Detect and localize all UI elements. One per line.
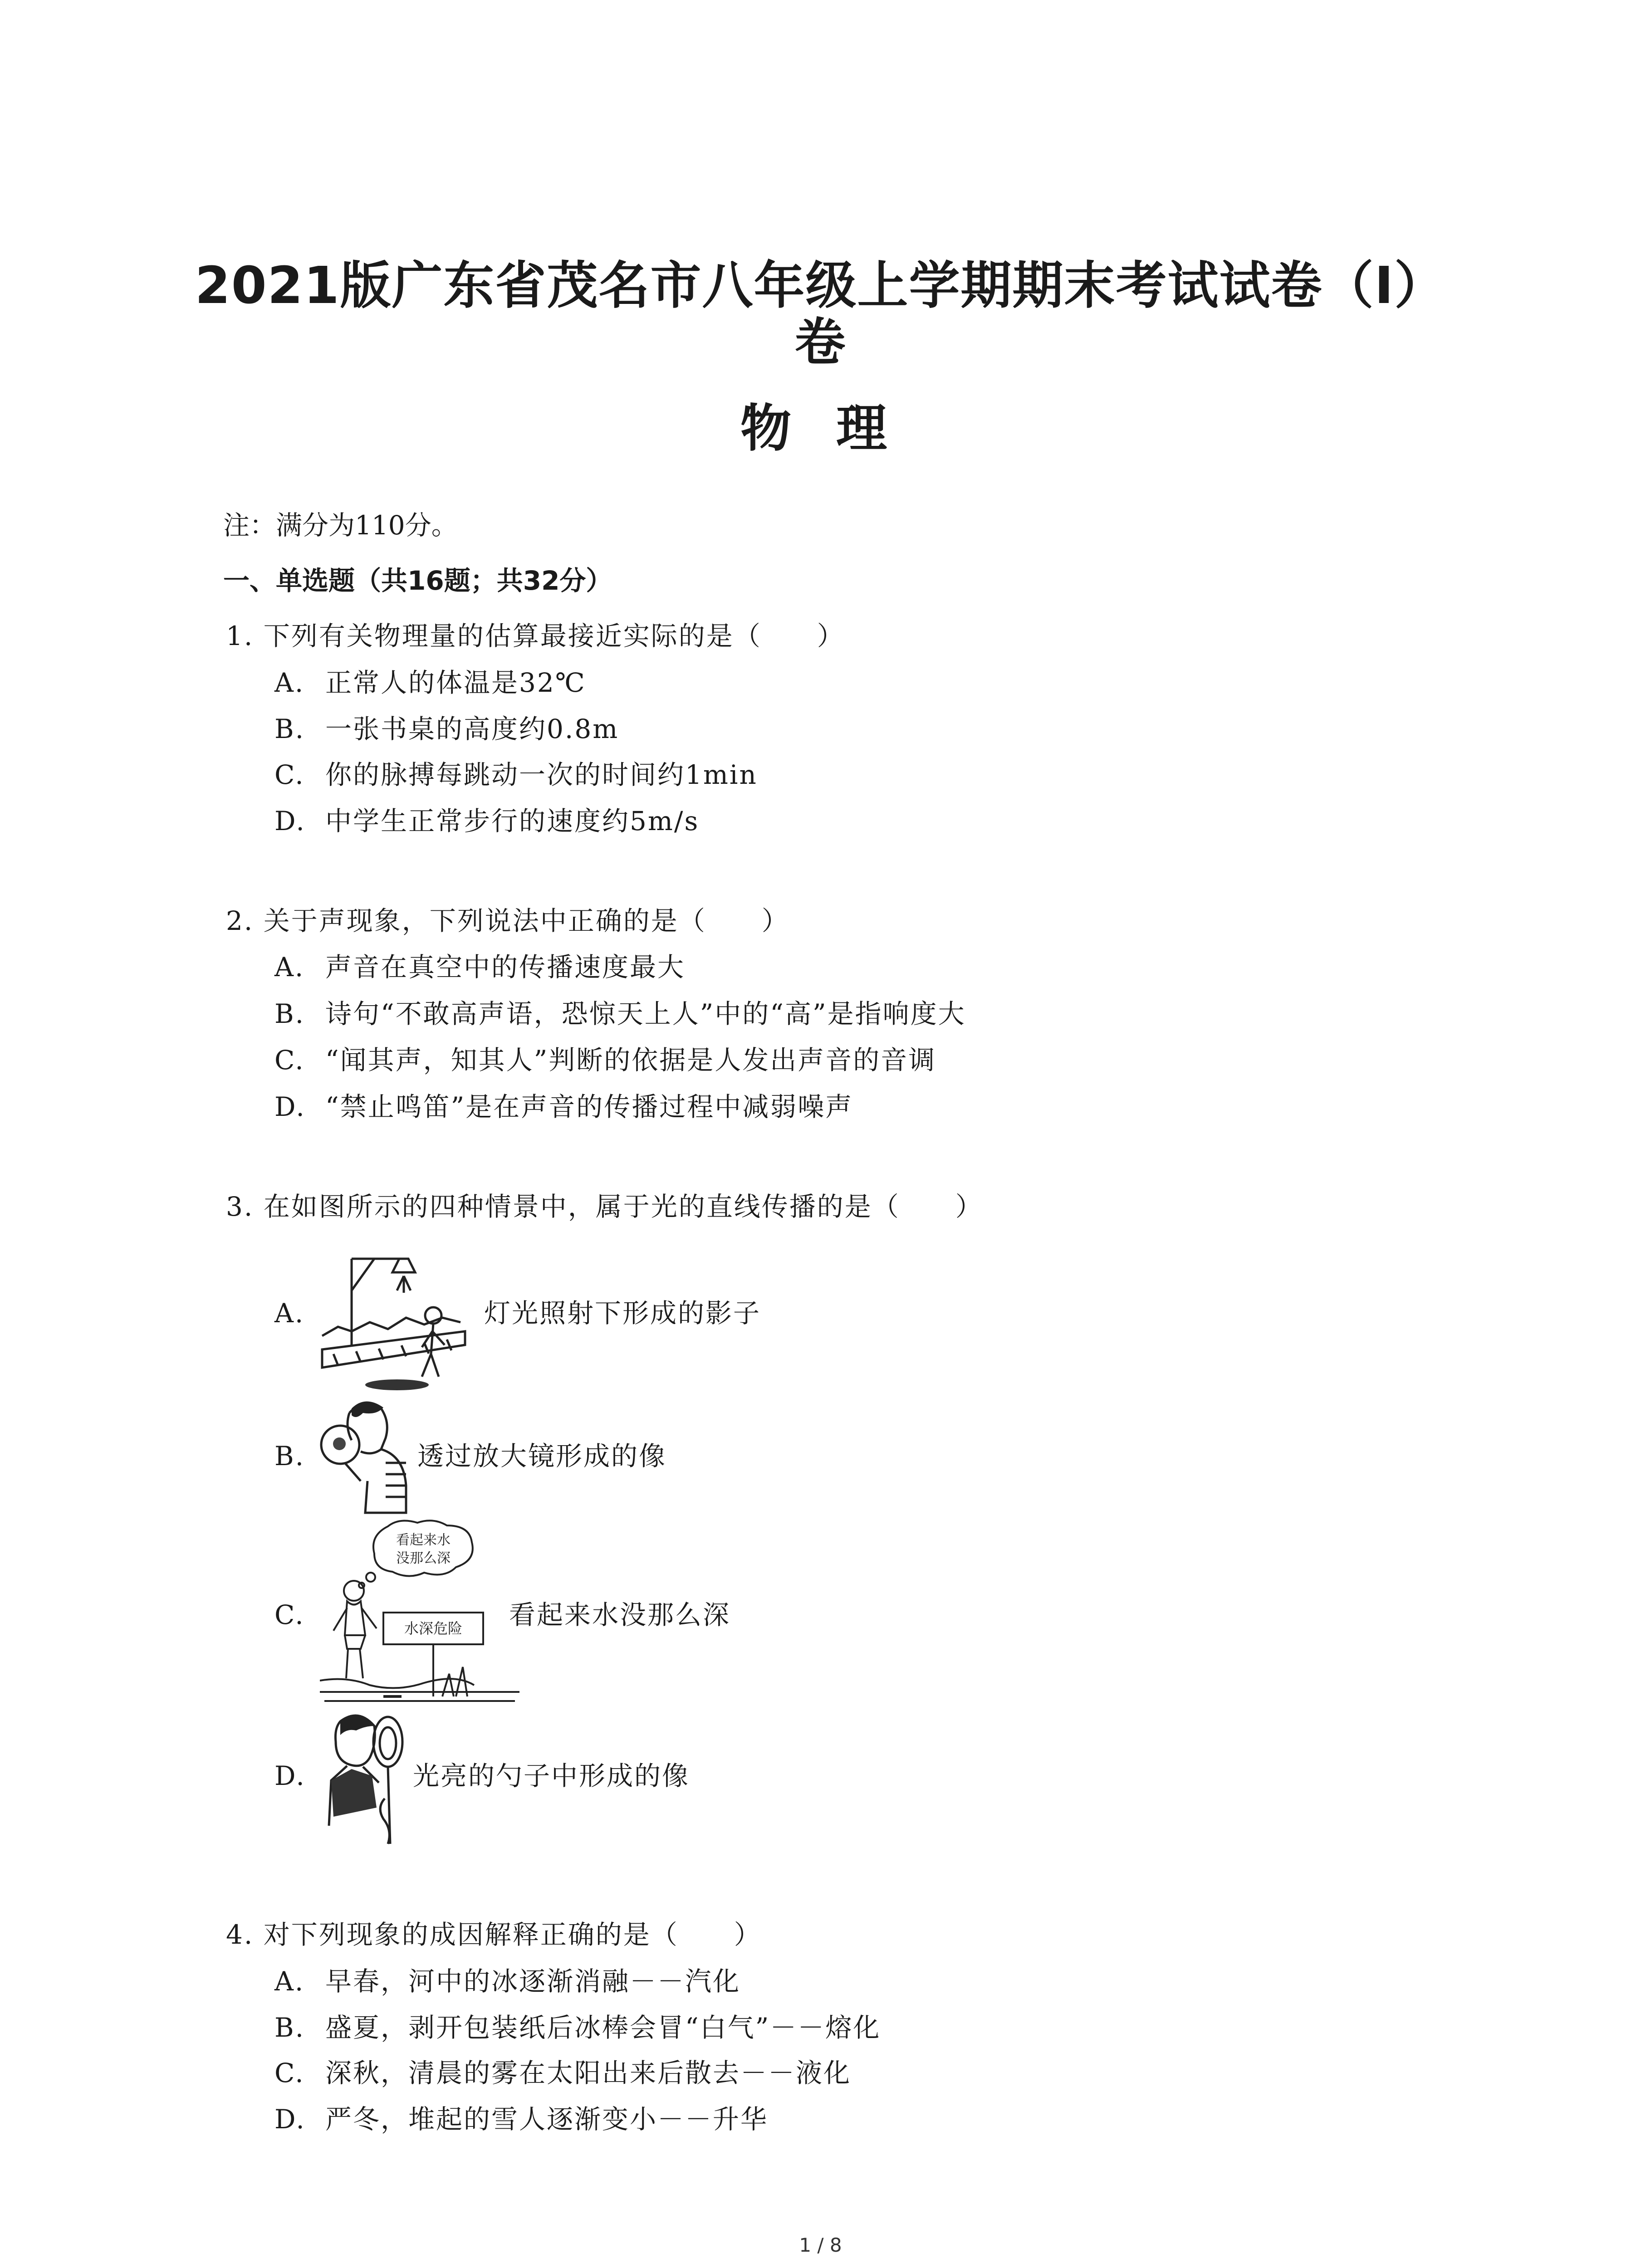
option-text: “闻其声，知其人”判断的依据是人发出声音的音调 bbox=[325, 1045, 936, 1075]
option-letter: C. bbox=[274, 1045, 305, 1075]
section-heading: 一、单选题（共16题；共32分） bbox=[223, 565, 612, 596]
option-text: 你的脉搏每跳动一次的时间约1min bbox=[325, 759, 758, 790]
option-text: 看起来水没那么深 bbox=[509, 1599, 731, 1630]
question-2-option-d[interactable] bbox=[274, 1089, 853, 1125]
question-1-option-a[interactable] bbox=[274, 665, 586, 701]
option-letter: D. bbox=[274, 2104, 306, 2135]
option-letter: C. bbox=[274, 2058, 305, 2088]
option-text: 严冬，堆起的雪人逐渐变小－－升华 bbox=[325, 2104, 769, 2135]
question-1-stem: 1. 下列有关物理量的估算最接近实际的是（ ） bbox=[226, 621, 845, 651]
spoon-reflection-illustration bbox=[320, 1708, 420, 1853]
option-letter: B. bbox=[274, 1441, 305, 1471]
option-letter: A. bbox=[274, 1298, 305, 1329]
thought-bubble-text-1: 看起来水 bbox=[396, 1532, 451, 1548]
option-text: 中学生正常步行的速度约5m/s bbox=[325, 806, 700, 836]
question-4-stem: 4. 对下列现象的成因解释正确的是（ ） bbox=[226, 1919, 762, 1950]
question-2-stem: 2. 关于声现象，下列说法中正确的是（ ） bbox=[226, 905, 789, 936]
option-letter: A. bbox=[274, 952, 305, 982]
warning-sign-text: 水深危险 bbox=[404, 1620, 463, 1637]
option-letter: C. bbox=[274, 759, 305, 790]
option-letter: C. bbox=[274, 1599, 305, 1630]
option-letter: D. bbox=[274, 1760, 306, 1791]
question-3-stem: 3. 在如图所示的四种情景中，属于光的直线传播的是（ ） bbox=[226, 1191, 983, 1222]
option-text: 深秋，清晨的雾在太阳出来后散去－－液化 bbox=[325, 2058, 852, 2088]
magnifier-boy-illustration bbox=[318, 1395, 426, 1517]
option-letter: B. bbox=[274, 998, 305, 1029]
question-3-option-c[interactable] bbox=[274, 1517, 864, 1703]
question-3-option-b[interactable] bbox=[274, 1395, 864, 1517]
option-letter: D. bbox=[274, 1091, 306, 1122]
score-note: 注：满分为110分。 bbox=[223, 510, 458, 541]
lamp-shadow-illustration bbox=[320, 1241, 483, 1395]
option-text: 诗句“不敢高声语，恐惊天上人”中的“高”是指响度大 bbox=[325, 998, 966, 1029]
option-text: 盛夏，剥开包装纸后冰棒会冒“白气”－－熔化 bbox=[325, 2012, 881, 2043]
exam-title: 2021版广东省茂名市八年级上学期期末考试试卷（I） bbox=[195, 256, 1446, 315]
option-text: 透过放大镜形成的像 bbox=[417, 1441, 667, 1471]
question-2-option-a[interactable] bbox=[274, 949, 685, 985]
option-text: “禁止鸣笛”是在声音的传播过程中减弱噪声 bbox=[325, 1091, 853, 1122]
option-letter: A. bbox=[274, 667, 305, 698]
question-3-option-d[interactable] bbox=[274, 1708, 864, 1853]
page-number: 1 / 8 bbox=[799, 2234, 842, 2256]
option-text: 光亮的勺子中形成的像 bbox=[413, 1760, 690, 1791]
question-1-option-b[interactable] bbox=[274, 711, 619, 747]
question-4-option-d[interactable] bbox=[274, 2101, 768, 2137]
option-letter: D. bbox=[274, 806, 306, 836]
option-text: 一张书桌的高度约0.8m bbox=[325, 714, 619, 744]
question-1-option-c[interactable] bbox=[274, 757, 758, 793]
thought-bubble-text-2: 没那么深 bbox=[396, 1550, 451, 1566]
question-1-option-d[interactable] bbox=[274, 803, 699, 839]
option-text: 声音在真空中的传播速度最大 bbox=[325, 952, 686, 982]
option-text: 正常人的体温是32℃ bbox=[325, 667, 586, 698]
water-depth-illustration bbox=[320, 1517, 519, 1703]
subject-heading: 物 理 bbox=[740, 399, 901, 458]
option-text: 早春，河中的冰逐渐消融－－汽化 bbox=[325, 1966, 741, 1997]
exam-title-continued: 卷 bbox=[794, 313, 847, 372]
option-letter: A. bbox=[274, 1966, 305, 1997]
option-letter: B. bbox=[274, 714, 305, 744]
question-2-option-b[interactable] bbox=[274, 996, 966, 1032]
question-3-option-a[interactable] bbox=[274, 1241, 864, 1395]
question-4-option-c[interactable] bbox=[274, 2055, 851, 2091]
question-4-option-a[interactable] bbox=[274, 1963, 740, 1999]
question-4-option-b[interactable] bbox=[274, 2009, 881, 2046]
option-letter: B. bbox=[274, 2012, 305, 2043]
option-text: 灯光照射下形成的影子 bbox=[484, 1298, 761, 1329]
question-2-option-c[interactable] bbox=[274, 1042, 936, 1078]
